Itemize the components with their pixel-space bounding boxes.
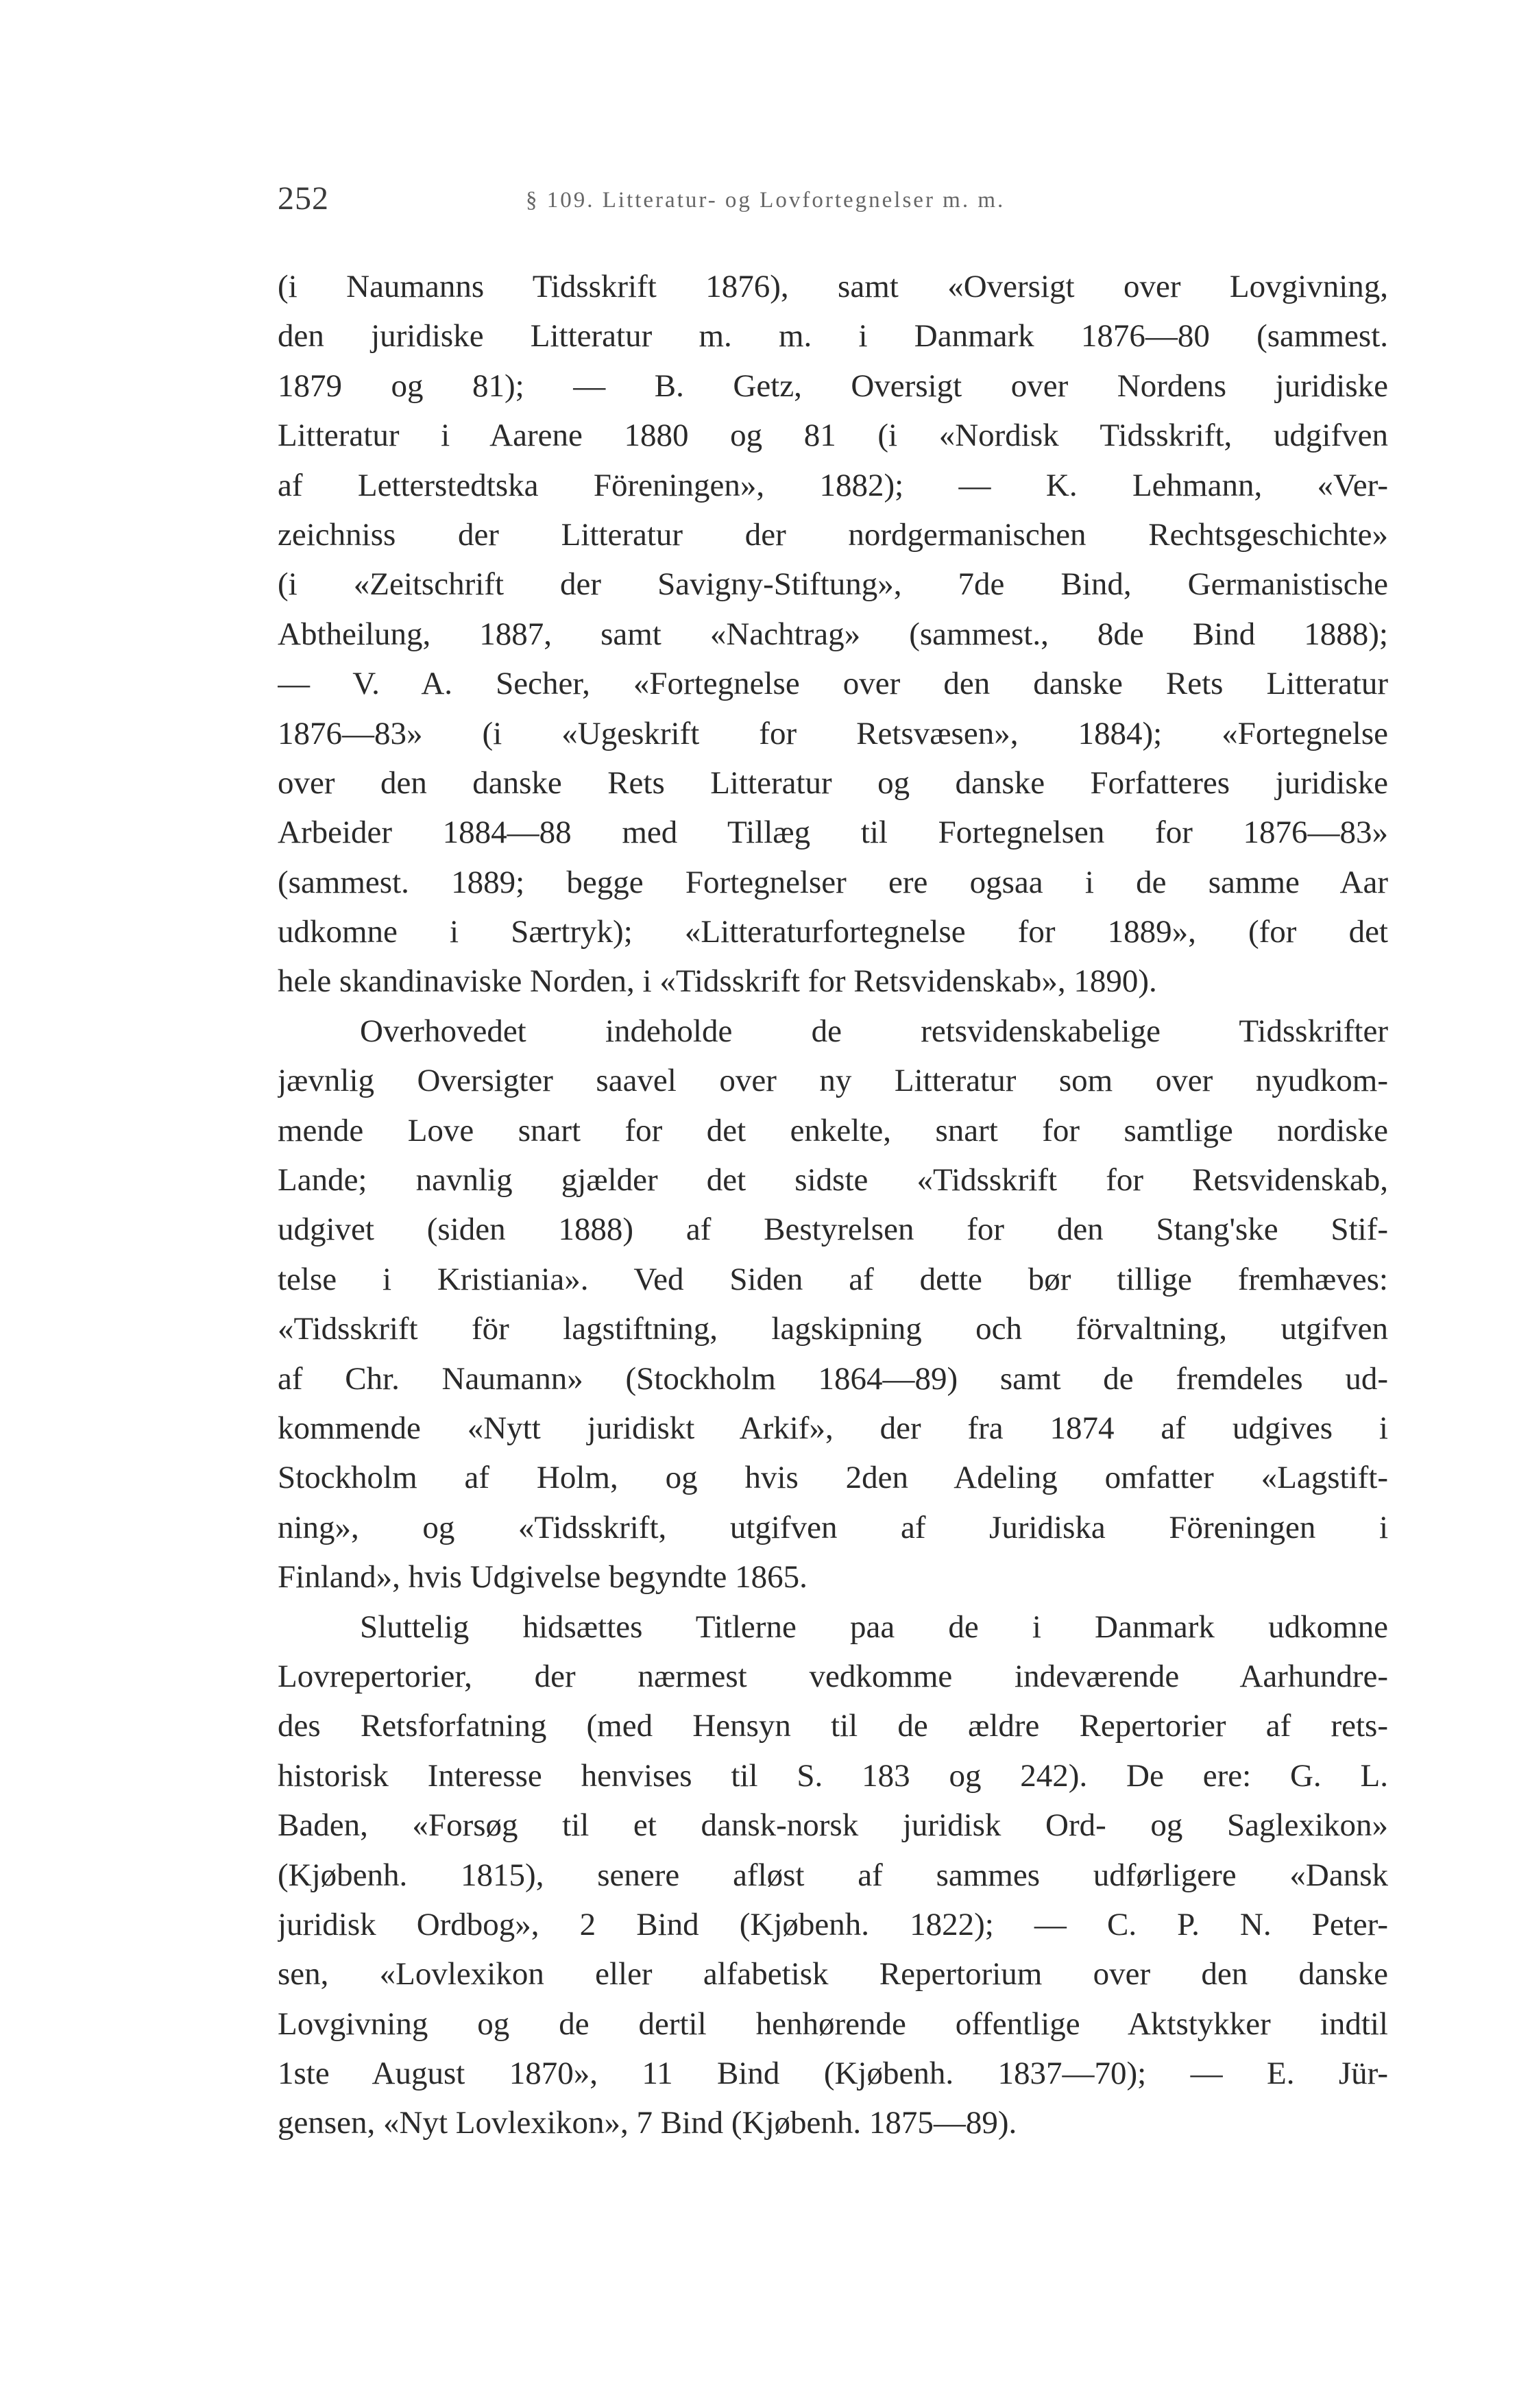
text-line: telse i Kristiania». Ved Siden af dette bør tillige fremhæves: <box>278 1261 1388 1297</box>
text-line: — V. A. Secher, «Fortegnelse over den danske Rets Litteratur <box>278 666 1388 702</box>
text-line: (sammest. 1889; begge Fortegnelser ere ogsaa i de samme Aar <box>278 864 1388 900</box>
text-line: Baden, «Forsøg til et dansk-norsk juridisk Ord- og Saglexikon» <box>278 1807 1388 1844</box>
text-line: des Retsforfatning (med Hensyn til de ældre Repertorier af rets- <box>278 1708 1388 1744</box>
page-header <box>278 180 1388 228</box>
text-line: mende Love snart for det enkelte, snart for samtlige nordiske <box>278 1112 1388 1148</box>
text-line: 1876—83» (i «Ugeskrift for Retsvæsen», 1884); «Fortegnelse <box>278 715 1388 751</box>
text-line: historisk Interesse henvises til S. 183 og 242). De ere: G. L. <box>278 1757 1388 1794</box>
text-line: 1879 og 81); — B. Getz, Oversigt over Nordens juridiske <box>278 368 1388 404</box>
text-line: (Kjøbenh. 1815), senere afløst af sammes udførligere «Dansk <box>278 1857 1388 1893</box>
page-number: 252 <box>278 180 329 217</box>
text-line: Arbeider 1884—88 med Tillæg til Fortegnelsen for 1876—83» <box>278 815 1388 851</box>
text-line: gensen, «Nyt Lovlexikon», 7 Bind (Kjøbenh. 1875—89). <box>278 2105 1017 2141</box>
text-line: Sluttelig hidsættes Titlerne paa de i Danmark udkomne <box>360 1609 1388 1645</box>
text-line: juridisk Ordbog», 2 Bind (Kjøbenh. 1822); — C. P. N. Peter- <box>278 1906 1388 1942</box>
body-text <box>278 262 1388 2148</box>
text-line: Litteratur i Aarene 1880 og 81 (i «Nordisk Tidsskrift, udgifven <box>278 418 1388 454</box>
text-line: Lande; navnlig gjælder det sidste «Tidsskrift for Retsvidenskab, <box>278 1162 1388 1199</box>
text-line: den juridiske Litteratur m. m. i Danmark 1876—80 (sammest. <box>278 318 1388 354</box>
text-line: ning», og «Tidsskrift, utgifven af Juridiska Föreningen i <box>278 1509 1388 1545</box>
text-line: af Letterstedtska Föreningen», 1882); — K. Lehmann, «Ver- <box>278 467 1388 503</box>
text-line: Stockholm af Holm, og hvis 2den Adeling omfatter «Lagstift- <box>278 1460 1388 1496</box>
text-line: udgivet (siden 1888) af Bestyrelsen for den Stang'ske Stif- <box>278 1212 1388 1248</box>
text-line: af Chr. Naumann» (Stockholm 1864—89) samt de fremdeles ud- <box>278 1360 1388 1397</box>
text-line: kommende «Nytt juridiskt Arkif», der fra 1874 af udgives i <box>278 1410 1388 1446</box>
text-line: Abtheilung, 1887, samt «Nachtrag» (sammest., 8de Bind 1888); <box>278 616 1388 652</box>
text-line: zeichniss der Litteratur der nordgermanischen Rechtsgeschichte» <box>278 516 1388 553</box>
text-line: (i Naumanns Tidsskrift 1876), samt «Oversigt over Lovgivning, <box>278 269 1388 304</box>
text-line: udkomne i Særtryk); «Litteraturfortegnelse for 1889», (for det <box>278 914 1388 950</box>
text-line: over den danske Rets Litteratur og danske Forfatteres juridiske <box>278 764 1388 801</box>
text-line: 1ste August 1870», 11 Bind (Kjøbenh. 1837—70); — E. Jür- <box>278 2056 1388 2092</box>
text-line: (i «Zeitschrift der Savigny-Stiftung», 7de Bind, Germanistische <box>278 566 1388 603</box>
text-line: Finland», hvis Udgivelse begyndte 1865. <box>278 1559 807 1596</box>
text-line: Lovgivning og de dertil henhørende offentlige Aktstykker indtil <box>278 2006 1388 2042</box>
text-line: Overhovedet indeholde de retsvidenskabelige Tidsskrifter <box>360 1013 1388 1049</box>
running-title: § 109. Litteratur- og Lovfortegnelser m. m. <box>526 188 1006 213</box>
text-line: sen, «Lovlexikon eller alfabetisk Repertorium over den danske <box>278 1956 1388 1992</box>
text-line: Lovrepertorier, der nærmest vedkomme indeværende Aarhundre- <box>278 1658 1388 1694</box>
text-line: «Tidsskrift för lagstiftning, lagskipning och förvaltning, utgifven <box>278 1311 1388 1347</box>
text-line: jævnlig Oversigter saavel over ny Litteratur som over nyudkom- <box>278 1063 1388 1099</box>
text-line: hele skandinaviske Norden, i «Tidsskrift for Retsvidenskab», 1890). <box>278 963 1157 1000</box>
